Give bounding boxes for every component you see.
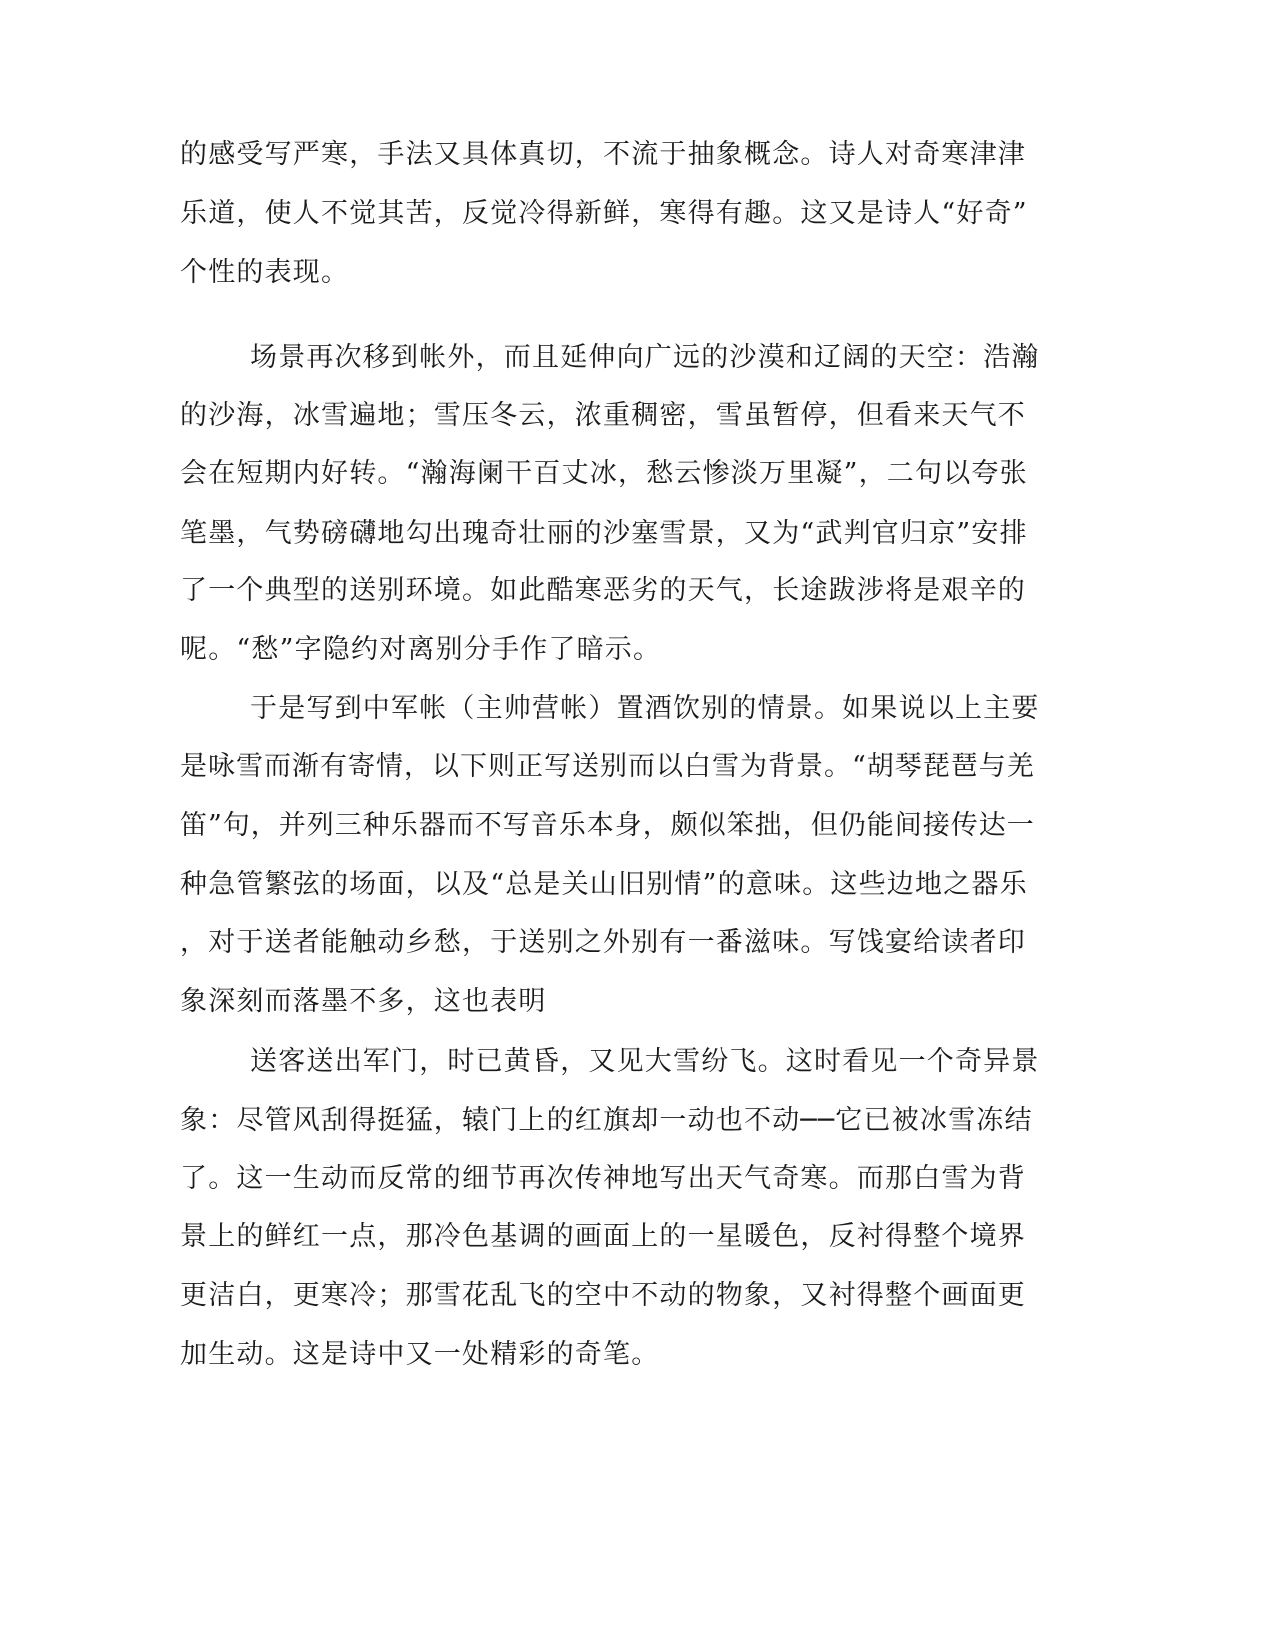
text-line: 了。这一生动而反常的细节再次传神地写出天气奇寒。而那白雪为背 <box>180 1163 1026 1194</box>
text-line: 笛”句，并列三种乐器而不写音乐本身，颇似笨拙，但仍能间接传达一 <box>180 810 1035 841</box>
text-line: 更洁白，更寒冷；那雪花乱飞的空中不动的物象，又衬得整个画面更 <box>180 1280 1026 1311</box>
text-line: 加生动。这是诗中又一处精彩的奇笔。 <box>180 1339 660 1370</box>
text-line: 的沙海，冰雪遍地；雪压冬云，浓重稠密，雪虽暂停，但看来天气不 <box>180 400 1026 431</box>
text-line: 的感受写严寒，手法又具体真切，不流于抽象概念。诗人对奇寒津津 <box>180 139 1026 170</box>
text-line: 会在短期内好转。“瀚海阑干百丈冰，愁云惨淡万里凝”，二句以夸张 <box>180 458 1028 489</box>
text-line: 送客送出军门，时已黄昏，又见大雪纷飞。这时看见一个奇异景 <box>250 1046 1040 1077</box>
text-line: ，对于送者能触动乡愁，于送别之外别有一番滋味。写饯宴给读者印 <box>180 927 1026 958</box>
text-line: 于是写到中军帐（主帅营帐）置酒饮别的情景。如果说以上主要 <box>250 693 1040 724</box>
text-line: 象：尽管风刮得挺猛，辕门上的红旗却一动也不动──它已被冰雪冻结 <box>180 1105 1033 1136</box>
text-line: 了一个典型的送别环境。如此酷寒恶劣的天气，长途跋涉将是艰辛的 <box>180 575 1026 606</box>
text-line: 景上的鲜红一点，那冷色基调的画面上的一星暖色，反衬得整个境界 <box>180 1221 1026 1252</box>
text-line: 场景再次移到帐外，而且延伸向广远的沙漠和辽阔的天空：浩瀚 <box>250 342 1040 373</box>
text-line: 呢。“愁”字隐约对离别分手作了暗示。 <box>180 634 662 665</box>
text-line: 笔墨，气势磅礴地勾出瑰奇壮丽的沙塞雪景，又为“武判官归京”安排 <box>180 518 1028 549</box>
text-line: 种急管繁弦的场面，以及“总是关山旧别情”的意味。这些边地之器乐 <box>180 869 1028 900</box>
text-line: 乐道，使人不觉其苦，反觉冷得新鲜，寒得有趣。这又是诗人“好奇” <box>180 198 1028 229</box>
text-line: 个性的表现。 <box>180 257 350 288</box>
text-line: 象深刻而落墨不多，这也表明 <box>180 986 547 1017</box>
text-line: 是咏雪而渐有寄情，以下则正写送别而以白雪为背景。“胡琴琵琶与羌 <box>180 751 1035 782</box>
